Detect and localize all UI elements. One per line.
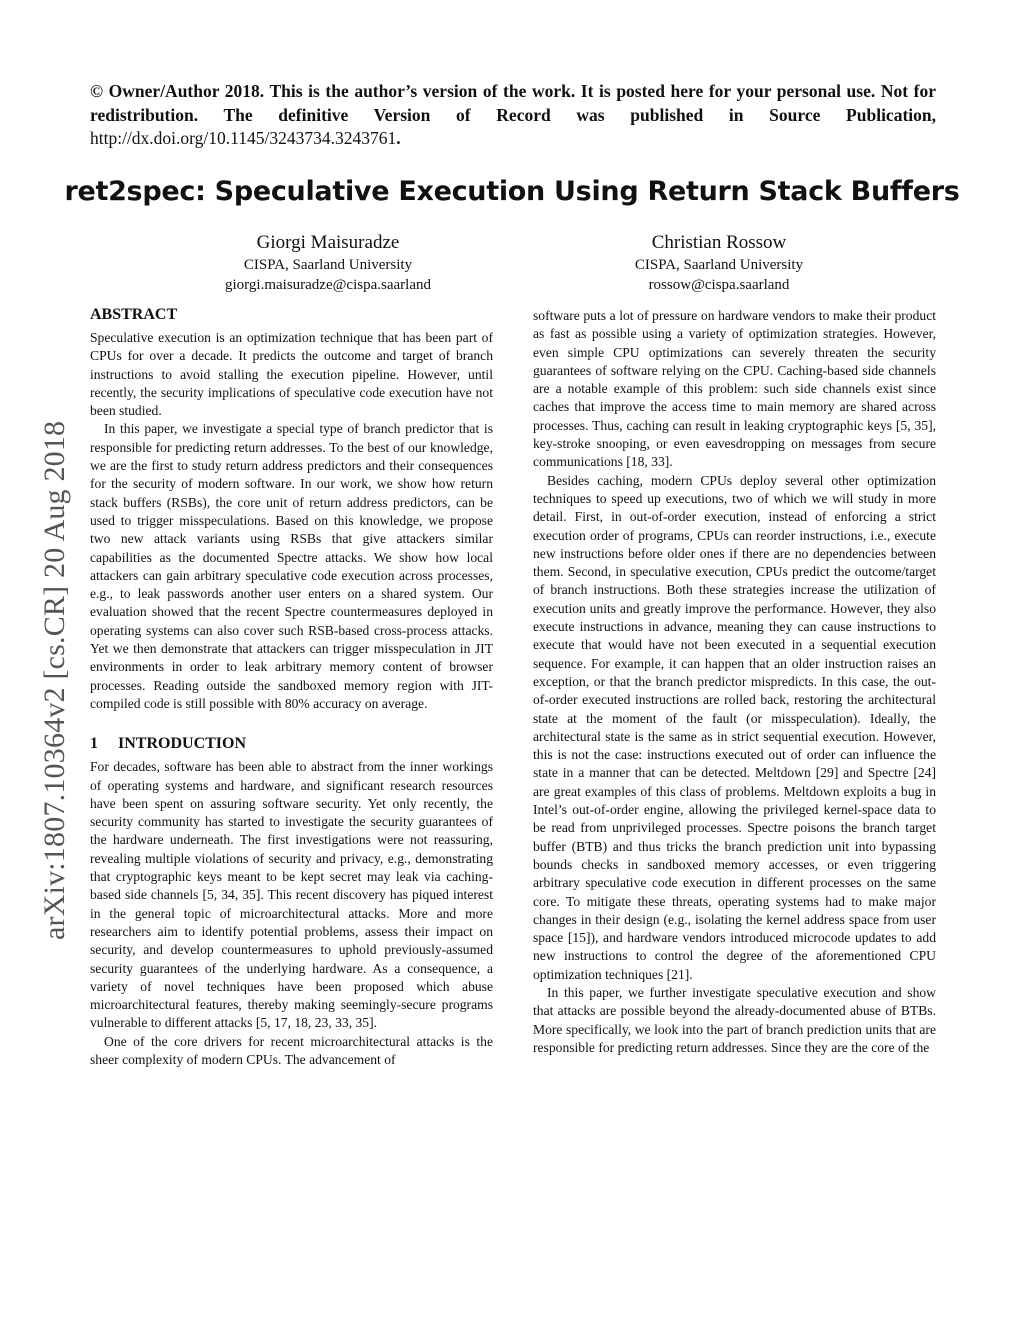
- copyright-notice-end: .: [396, 128, 401, 148]
- author-affiliation: CISPA, Saarland University: [634, 257, 804, 273]
- abstract-paragraph: In this paper, we investigate a special type of branch predictor that is responsible for predicting return addresses. To the best of our knowledge, we are the first to study return address predictors and their consequences for the security of modern software. In our work, we show how return stack buffers (RSBs), the core unit of return address predictors, can be used to trigger misspeculations. Based on this knowledge, we propose two new attack variants using RSBs that give attackers similar capabilities as the documented Spectre attacks. We show how local attackers can gain arbitrary speculative code execution across processes, e.g., to leak passwords another user enters on a shared system. Our evaluation showed that the recent Spectre countermeasures deployed in operating systems can also cover such RSB-based cross-process attacks. Yet we then demonstrate that attackers can trigger misspeculation in JIT environments in order to leak arbitrary memory content of browser processes. Reading outside the sandboxed memory region with JIT-compiled code is still possible with 80% accuracy on average.: [90, 421, 493, 711]
- copyright-notice: [90, 80, 936, 151]
- right-column: [533, 307, 936, 1057]
- left-column: [90, 304, 493, 1069]
- author-email: giorgi.maisuradze@cispa.saarland: [225, 277, 431, 293]
- intro-paragraph: One of the core drivers for recent microarchitectural attacks is the sheer complexity of modern CPUs. The advancement of: [90, 1033, 493, 1067]
- author-email: rossow@cispa.saarland: [648, 277, 790, 293]
- doi-link[interactable]: http://dx.doi.org/10.1145/3243734.3243761: [90, 128, 397, 148]
- author-name: Christian Rossow: [651, 232, 787, 253]
- author-block-2: [539, 230, 899, 295]
- introduction-heading: [90, 733, 493, 755]
- section-title: INTRODUCTION: [118, 735, 247, 753]
- author-affiliation: CISPA, Saarland University: [243, 257, 413, 273]
- intro-paragraph: For decades, software has been able to abstract from the inner workings of operating systems and hardware, and significant research resources have been spent on assuring software security. Yet only recently, the security community has started to investigate the security guarantees of the hardware underneath. The first investigations were not reassuring, revealing multiple violations of security and privacy, e.g., demonstrating that cryptographic keys meant to be kept secret may leak via caching-based side channels [5, 34, 35]. This recent discovery has piqued interest in the general topic of microarchitectural attacks. More and more researchers aim to identify potential problems, assess their impact on security, and develop countermeasures to uphold previously-assumed security guarantees of the underlying hardware. As a consequence, a variety of novel techniques have been proposed which abuse microarchitectural features, thereby making seemingly-secure programs vulnerable to different attacks [5, 17, 18, 23, 33, 35].: [90, 759, 493, 1031]
- paper-title: ret2spec: Speculative Execution Using Return Stack Buffers: [64, 176, 960, 207]
- author-block-1: [148, 230, 508, 295]
- intro-paragraph: Besides caching, modern CPUs deploy several other optimization techniques to speed up executions, two of which we will study in more detail. First, in out-of-order execution, instead of enforcing a strict execution order of programs, CPUs can reorder instructions, i.e., execute new instructions before older ones if there are no dependencies between them. Second, in speculative execution, CPUs predict the outcome/target of branch instructions. Both these strategies increase the utilization of execution units and greatly improve the performance. However, they also execute instructions in advance, meaning they can cause instructions to execute that would have not been executed in a sequential execution sequence. For example, it can happen that an older instruction raises an exception, or that the branch predictor mispredicts. In this case, the out-of-order executed instructions are rolled back, restoring the architectural state at the moment of the fault (or misspeculation). Ideally, the architectural state is the same as in strict sequential execution. However, this is not the case: instructions executed out of order can influence the state in a manner that can be detected. Meltdown [29] and Spectre [24] are great examples of this class of problems. Meltdown exploits a bug in Intel’s out-of-order engine, allowing the privileged kernel-space data to be read from unprivileged processes. Spectre poisons the branch target buffer (BTB) and thus tricks the branch prediction unit into bypassing bounds checks in sandboxed memory accesses, or even triggering arbitrary speculative code execution in different processes on the same core. To mitigate these threats, operating systems had to make major changes in their design (e.g., isolating the kernel address space from user space [15]), and hardware vendors introduced microcode updates to add new instructions to control the degree of the aforementioned CPU optimization techniques [21].: [533, 472, 936, 982]
- section-number: 1: [90, 735, 98, 753]
- author-name: Giorgi Maisuradze: [256, 232, 400, 253]
- abstract-heading: ABSTRACT: [90, 306, 178, 323]
- arxiv-identifier: arXiv:1807.10364v2 [cs.CR] 20 Aug 2018: [38, 420, 71, 940]
- copyright-notice-text: © Owner/Author 2018. This is the author’s version of the work. It is posted here for your personal use. Not for redistribution. The definitive Version of Record was published in Source Publication,: [90, 81, 936, 125]
- abstract-paragraph: Speculative execution is an optimization technique that has been part of CPUs for over a decade. It predicts the outcome and target of branch instructions to avoid stalling the execution pipeline. However, until recently, the security implications of speculative code execution have not been studied.: [90, 330, 493, 419]
- intro-paragraph: software puts a lot of pressure on hardware vendors to make their product as fast as possible using a variety of optimization strategies. However, even simple CPU optimizations can severely threaten the security guarantees of software relying on the CPU. Caching-based side channels are a notable example of this problem: such side channels exist since caches that improve the access time to main memory are shared across processes. Thus, caching can result in leaking cryptographic keys [5, 35], key-stroke snooping, or even eavesdropping on messages from secure communications [18, 33].: [533, 308, 936, 470]
- intro-paragraph: In this paper, we further investigate speculative execution and show that attacks are possible beyond the already-documented abuse of BTBs. More specifically, we look into the part of branch prediction units that are responsible for predicting return addresses. Since they are the core of the: [533, 984, 936, 1055]
